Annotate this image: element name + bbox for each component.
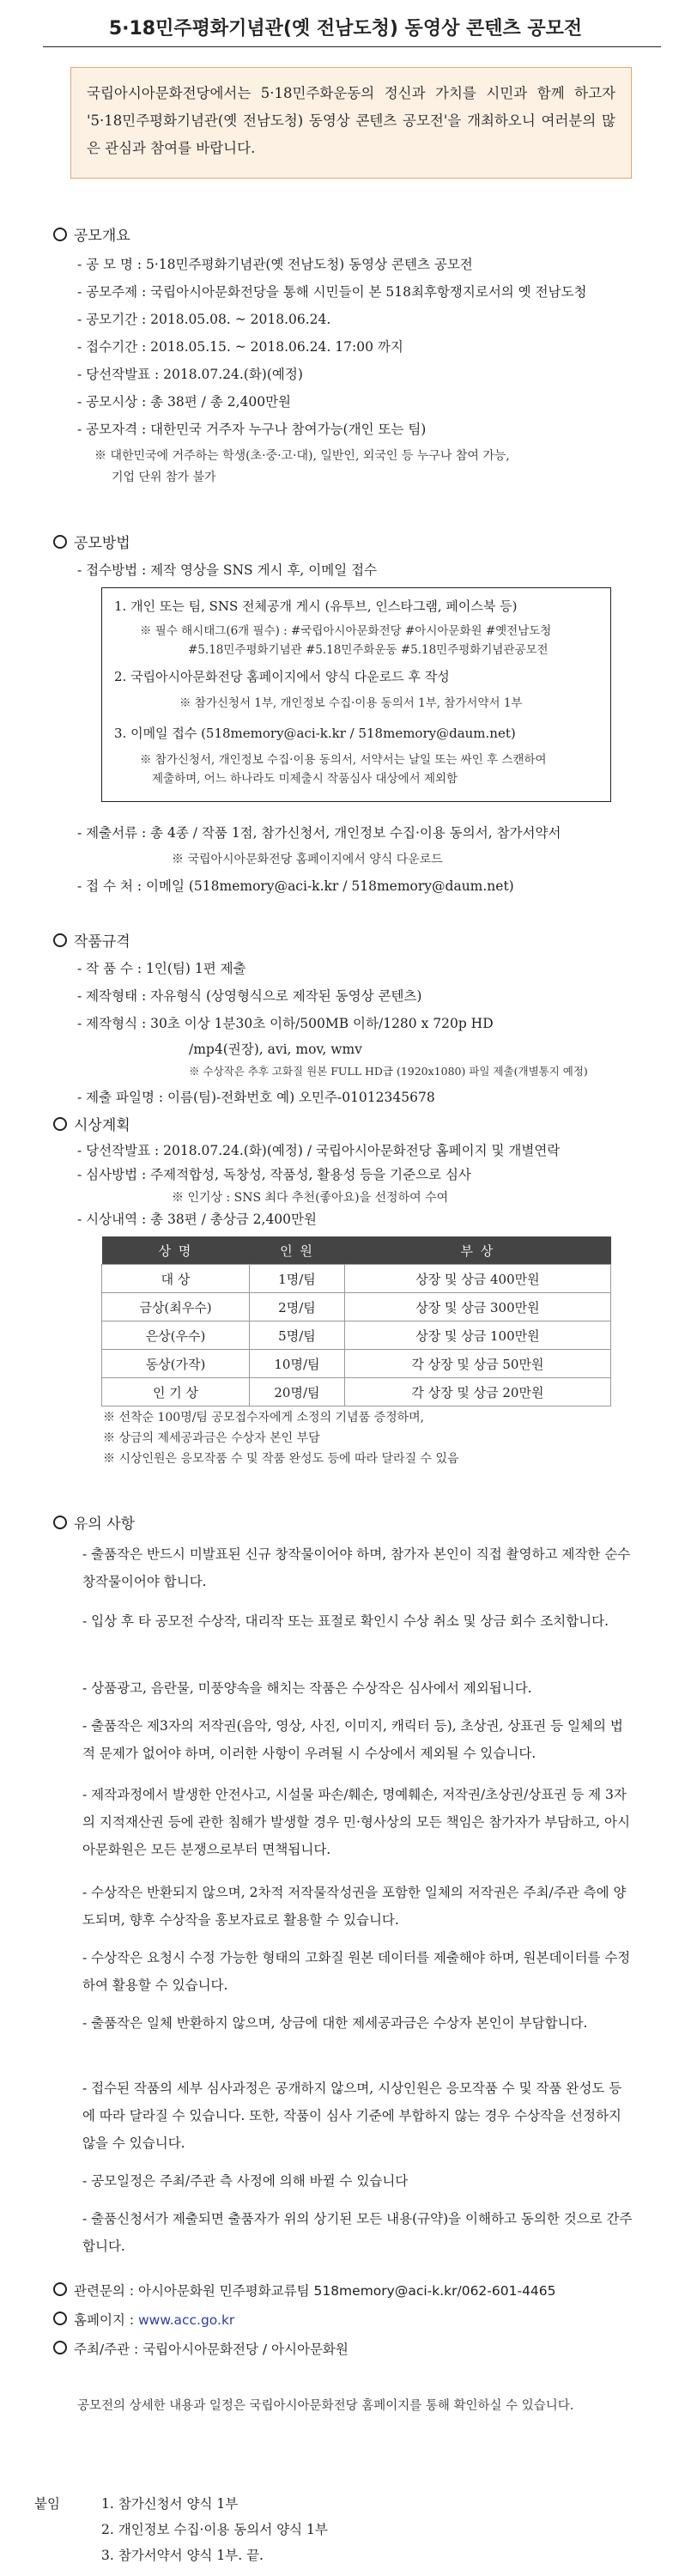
prize-col-header: 상 명	[102, 1236, 250, 1265]
attachment-item: 1. 참가신청서 양식 1부	[101, 2496, 239, 2512]
contact-inquiry-text: 관련문의 : 아시아문화원 민주평화교류팀 518memory@aci-k.kr/062-601-4465	[74, 2283, 556, 2299]
table-row	[102, 1321, 611, 1350]
prize-count: 20명/팀	[250, 1378, 345, 1406]
step-3-note: ※ 참가신청서, 개인정보 수집·이용 동의서, 서약서는 날일 또는 싸인 후 스캔하여	[140, 753, 547, 767]
award-item: - 심사방법 : 주제적합성, 독창성, 작품성, 활용성 등을 기준으로 심사	[77, 1167, 471, 1182]
prize-reward: 각 상장 및 상금 50만원	[344, 1350, 610, 1378]
prize-count: 10명/팀	[250, 1350, 345, 1378]
award-item: - 당선작발표 : 2018.07.24.(화)(예정) / 국립아시아문화전당 홈페이지 및 개별연락	[77, 1143, 561, 1158]
method-receive-text: 접 수 처 : 이메일 (518memory@aci-k.kr / 518memory@daum.net)	[86, 878, 514, 894]
section-caution-heading	[53, 1511, 135, 1533]
section-title: 유의 사항	[74, 1516, 136, 1533]
spec-item-text: 작 품 수 : 1인(팀) 1편 제출	[86, 961, 246, 976]
attachments-label: 붙임	[34, 2496, 60, 2512]
caution-item: - 입상 후 타 공모전 수상작, 대리작 또는 표절로 확인시 수상 취소 및 상금 회수 조치합니다.	[82, 1613, 609, 1629]
award-item-text: 시상내역 : 총 38편 / 총상금 2,400만원	[86, 1212, 317, 1227]
prize-name: 은상(우수)	[102, 1321, 250, 1350]
caution-item: - 출품신청서가 제출되면 출품자가 위의 상기된 모든 내용(규약)을 이해하고 동의한 것으로 간주합니다.	[82, 2211, 633, 2254]
page-title: 5·18민주평화기념관(옛 전남도청) 동영상 콘텐츠 공모전	[108, 18, 583, 39]
prize-col-header: 인 원	[250, 1236, 345, 1265]
prize-name: 금상(최우수)	[102, 1293, 250, 1321]
section-spec-heading	[53, 929, 130, 951]
prize-name: 대 상	[102, 1265, 250, 1293]
spec-item-text: 제출 파일명 : 이름(팀)-전화번호 예) 오민주-01012345678	[86, 1090, 435, 1105]
circle-bullet-icon	[53, 2312, 67, 2325]
spec-item-text: 제작형식 : 30초 이상 1분30초 이하/500MB 이하/1280 x 720p HD	[86, 1016, 494, 1031]
overview-item-text: 공모시상 : 총 38편 / 총 2,400만원	[86, 394, 292, 410]
caution-item: - 상품광고, 음란물, 미풍양속을 해치는 작품은 수상작은 심사에서 제외됩니다.	[82, 1680, 532, 1696]
section-award-heading	[53, 1113, 130, 1134]
footer-note: 공모전의 상세한 내용과 일정은 국립아시아문화전당 홈페이지를 통해 확인하실 수 있습니다.	[77, 2399, 574, 2413]
overview-item: - 공모주제 : 국립아시아문화전당을 통해 시민들이 본 518최후항쟁지로서의 옛 전남도청	[77, 284, 587, 300]
award-item-text: 심사방법 : 주제적합성, 독창성, 작품성, 활용성 등을 기준으로 심사	[86, 1167, 471, 1182]
section-title: 작품규격	[74, 933, 130, 951]
circle-bullet-icon	[53, 1516, 67, 1529]
overview-item-text: 당선작발표 : 2018.07.24.(화)(예정)	[86, 367, 303, 382]
spec-item: - 제작형태 : 자유형식 (상영형식으로 제작된 동영상 콘텐츠)	[77, 988, 422, 1004]
caution-item: - 수상작은 반환되지 않으며, 2차적 저작물작성권을 포함한 일체의 저작권은 주최/주관 측에 양도되며, 향후 수상작을 홍보자료로 활용할 수 있습니다.	[82, 1885, 627, 1928]
method-intro: - 접수방법 : 제작 영상을 SNS 게시 후, 이메일 접수	[77, 562, 378, 578]
contact-host-text: 주최/주관 : 국립아시아문화전당 / 아시아문화원	[74, 2342, 349, 2357]
method-receive: - 접 수 처 : 이메일 (518memory@aci-k.kr / 518memory@daum.net)	[77, 878, 514, 894]
overview-item-text: 공모주제 : 국립아시아문화전당을 통해 시민들이 본 518최후항쟁지로서의 옛 전남도청	[86, 284, 587, 300]
overview-item-text: 공모자격 : 대한민국 거주자 누구나 참여가능(개인 또는 팀)	[86, 422, 427, 437]
caution-item: - 공모일정은 주최/주관 측 사정에 의해 바뀔 수 있습니다	[82, 2173, 409, 2189]
contact-host	[53, 2339, 349, 2358]
step-3-note: 제출하며, 어느 하나라도 미제출시 작품심사 대상에서 제외함	[152, 772, 458, 786]
award-note: ※ 인기상 : SNS 최다 추천(좋아요)을 선정하여 수여	[172, 1191, 449, 1205]
overview-note: 기업 단위 참가 불가	[112, 471, 216, 484]
table-row	[102, 1293, 611, 1321]
step-3: 3. 이메일 접수 (518memory@aci-k.kr / 518memory@daum.net)	[114, 726, 516, 741]
award-item: - 시상내역 : 총 38편 / 총상금 2,400만원	[77, 1212, 317, 1227]
section-overview-heading	[53, 223, 130, 245]
method-docs-note: ※ 국립아시아문화전당 홈페이지에서 양식 다운로드	[172, 853, 443, 866]
caution-item: - 출품작은 반드시 미발표된 신규 창작물이어야 하며, 참가자 본인이 직접 촬영하고 제작한 순수 창작물이어야 합니다.	[82, 1546, 631, 1589]
step-2-note: ※ 참가신청서 1부, 개인정보 수집·이용 동의서 1부, 참가서약서 1부	[179, 696, 523, 710]
section-title: 시상계획	[74, 1117, 130, 1134]
spec-note: ※ 수상작은 추후 고화질 원본 FULL HD급 (1920x1080) 파일 제출(개별통지 예정)	[189, 1065, 588, 1078]
step-1: 1. 개인 또는 팀, SNS 전체공개 게시 (유투브, 인스타그램, 페이스북 등)	[114, 598, 518, 614]
prize-count: 2명/팀	[250, 1293, 345, 1321]
caution-item: - 수상작은 요청시 수정 가능한 형태의 고화질 원본 데이터를 제출해야 하며, 원본데이터를 수정하여 활용할 수 있습니다.	[82, 1950, 631, 1993]
prize-reward: 상장 및 상금 300만원	[344, 1293, 610, 1321]
method-docs: - 제출서류 : 총 4종 / 작품 1점, 참가신청서, 개인정보 수집·이용 동의서, 참가서약서	[77, 825, 561, 841]
step-2: 2. 국립아시아문화전당 홈페이지에서 양식 다운로드 후 작성	[114, 669, 450, 684]
method-docs-text: 제출서류 : 총 4종 / 작품 1점, 참가신청서, 개인정보 수집·이용 동의서, 참가서약서	[86, 825, 561, 841]
caution-item: - 접수된 작품의 세부 심사과정은 공개하지 않으며, 시상인원은 응모작품 수 및 작품 완성도 등에 따라 달라질 수 있습니다. 또한, 작품이 심사 기준에 부합하지 않는 경우 수상작을 선정하지 않을 수 있습니다.	[82, 2081, 622, 2151]
prize-reward: 상장 및 상금 100만원	[344, 1321, 610, 1350]
caution-item: - 출품작은 제3자의 저작권(음악, 영상, 사진, 이미지, 캐릭터 등), 초상권, 상표권 등 일체의 법적 문제가 없어야 하며, 이러한 사항이 우려될 시 수상에서 제외될 수 있습니다.	[82, 1718, 623, 1761]
prize-name: 인 기 상	[102, 1378, 250, 1406]
prize-count: 5명/팀	[250, 1321, 345, 1350]
step-1-note: ※ 필수 해시태그(6개 필수) : #국립아시아문화전당 #아시아문화원 #옛전남도청	[140, 624, 552, 638]
circle-bullet-icon	[53, 933, 67, 947]
caution-item: - 제작과정에서 발생한 안전사고, 시설물 파손/훼손, 명예훼손, 저작권/초상권/상표권 등 제 3자의 지적재산권 등에 관한 침해가 발생할 경우 민·형사상의 모든 책임은 참가자가 부담하고, 아시아문화원은 모든 분쟁으로부터 면책됩니다.	[82, 1787, 630, 1857]
circle-bullet-icon	[53, 535, 67, 549]
attachment-item: 2. 개인정보 수집·이용 동의서 양식 1부	[101, 2522, 328, 2537]
homepage-link[interactable]: www.acc.go.kr	[137, 2312, 235, 2328]
method-intro-text: 접수방법 : 제작 영상을 SNS 게시 후, 이메일 접수	[86, 562, 378, 578]
overview-note: ※ 대한민국에 거주하는 학생(초·중·고·대), 일반인, 외국인 등 누구나 참여 가능,	[94, 449, 510, 463]
submission-steps-box	[101, 587, 611, 802]
table-row	[102, 1378, 611, 1406]
overview-item: - 당선작발표 : 2018.07.24.(화)(예정)	[77, 367, 303, 382]
spec-item: - 작 품 수 : 1인(팀) 1편 제출	[77, 961, 246, 976]
step-1-note: #5.18민주평화기념관 #5.18민주화운동 #5.18민주평화기념관공모전	[188, 643, 549, 657]
spec-item-text: 제작형태 : 자유형식 (상영형식으로 제작된 동영상 콘텐츠)	[86, 988, 422, 1004]
section-title: 공모개요	[74, 228, 130, 245]
award-footnote: ※ 상금의 제세공과금은 수상자 본인 부담	[103, 1431, 320, 1445]
spec-item: - 제작형식 : 30초 이상 1분30초 이하/500MB 이하/1280 x 720p HD	[77, 1016, 494, 1031]
overview-item: - 공모자격 : 대한민국 거주자 누구나 참여가능(개인 또는 팀)	[77, 422, 427, 437]
contact-homepage	[53, 2310, 234, 2329]
title-divider	[43, 46, 661, 47]
homepage-label: 홈페이지 :	[74, 2312, 138, 2328]
prize-col-header: 부 상	[344, 1236, 610, 1265]
overview-item: - 접수기간 : 2018.05.15. ~ 2018.06.24. 17:00 까지	[77, 339, 403, 355]
overview-item-text: 공 모 명 : 5·18민주평화기념관(옛 전남도청) 동영상 콘텐츠 공모전	[86, 257, 473, 272]
contact-inquiry	[53, 2281, 556, 2300]
overview-item-text: 공모기간 : 2018.05.08. ~ 2018.06.24.	[86, 312, 331, 327]
section-title: 공모방법	[74, 535, 130, 552]
prize-reward: 각 상장 및 상금 20만원	[344, 1378, 610, 1406]
table-row	[102, 1265, 611, 1293]
overview-item: - 공모기간 : 2018.05.08. ~ 2018.06.24.	[77, 312, 331, 327]
prize-count: 1명/팀	[250, 1265, 345, 1293]
circle-bullet-icon	[53, 1117, 67, 1131]
table-row	[102, 1350, 611, 1378]
prize-name: 동상(가작)	[102, 1350, 250, 1378]
circle-bullet-icon	[53, 2282, 67, 2296]
spec-item: - 제출 파일명 : 이름(팀)-전화번호 예) 오민주-01012345678	[77, 1090, 435, 1105]
overview-item: - 공모시상 : 총 38편 / 총 2,400만원	[77, 394, 292, 410]
section-method-heading	[53, 531, 130, 552]
prize-table	[101, 1236, 611, 1406]
prize-reward: 상장 및 상금 400만원	[344, 1265, 610, 1293]
spec-item-cont: /mp4(권장), avi, mov, wmv	[189, 1042, 362, 1057]
award-footnote: ※ 선착순 100명/팀 공모접수자에게 소정의 기념품 증정하며,	[103, 1411, 425, 1425]
intro-box: 국립아시아문화전당에서는 5·18민주화운동의 정신과 가치를 시민과 함께 하고자 '5·18민주평화기념관(옛 전남도청) 동영상 콘텐츠 공모전'을 개최하오니 여러분의 많은 관심과 참여를 바랍니다.	[70, 67, 632, 179]
award-footnote: ※ 시상인원은 응모작품 수 및 작품 완성도 등에 따라 달라질 수 있음	[103, 1452, 459, 1466]
attachment-item: 3. 참가서약서 양식 1부. 끝.	[101, 2548, 264, 2563]
overview-item: - 공 모 명 : 5·18민주평화기념관(옛 전남도청) 동영상 콘텐츠 공모전	[77, 257, 473, 272]
circle-bullet-icon	[53, 2341, 67, 2354]
circle-bullet-icon	[53, 228, 67, 241]
award-item-text: 당선작발표 : 2018.07.24.(화)(예정) / 국립아시아문화전당 홈페이지 및 개별연락	[86, 1143, 561, 1158]
prize-table-header	[102, 1236, 611, 1265]
overview-item-text: 접수기간 : 2018.05.15. ~ 2018.06.24. 17:00 까지	[86, 339, 403, 355]
caution-item: - 출품작은 일체 반환하지 않으며, 상금에 대한 제세공과금은 수상자 본인이 부담합니다.	[82, 2015, 588, 2031]
